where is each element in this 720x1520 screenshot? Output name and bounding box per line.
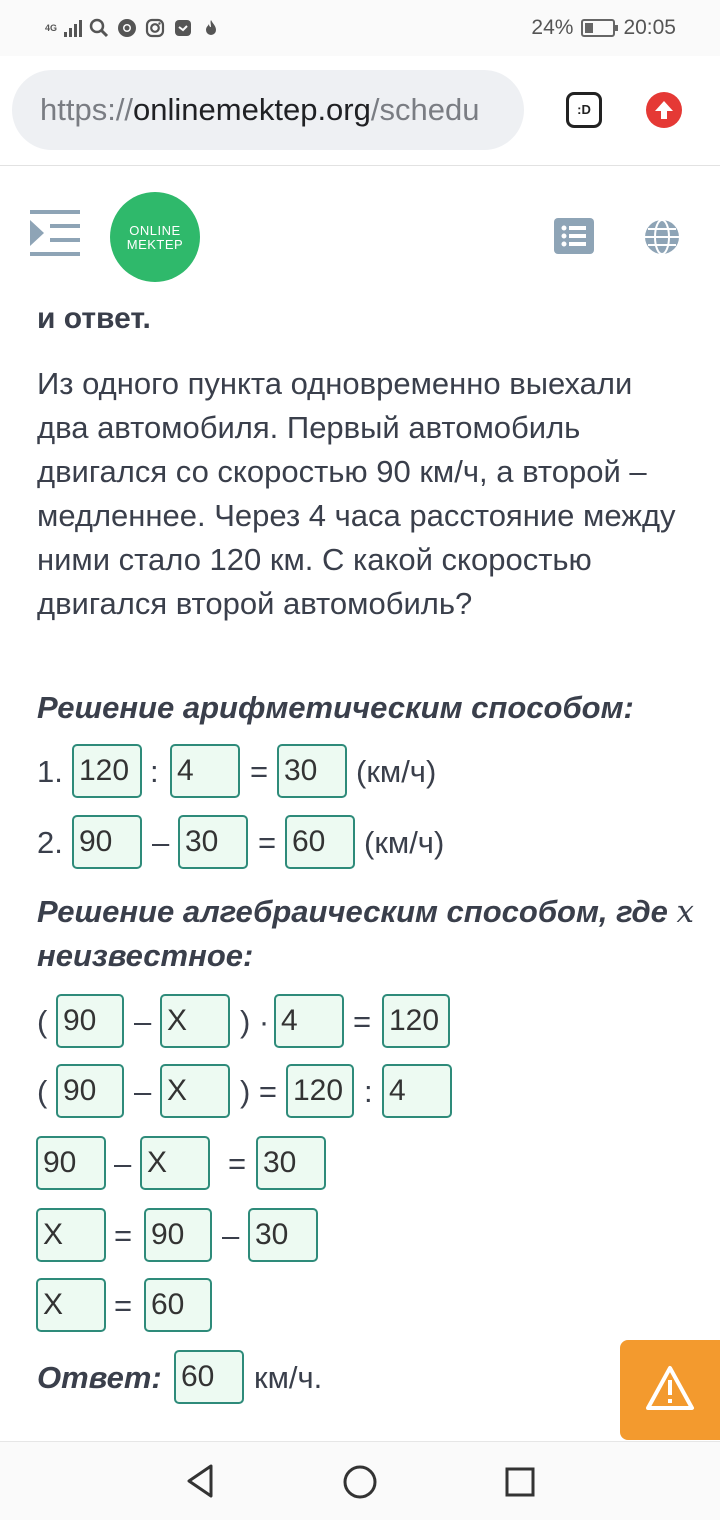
answer-field[interactable]: X xyxy=(140,1136,210,1190)
signal-icon xyxy=(64,19,82,37)
answer-field[interactable]: 90 xyxy=(36,1136,106,1190)
logo-line-1: ONLINE xyxy=(129,223,181,238)
step-number: 1. xyxy=(37,754,63,789)
answer-field[interactable]: 60 xyxy=(144,1278,212,1332)
operator: – xyxy=(152,825,170,860)
alg-title-part-1: Решение алгебраическим способом, где xyxy=(37,894,668,929)
arith-step-2 xyxy=(0,815,720,871)
answer-field[interactable]: 60 xyxy=(285,815,355,869)
answer-field[interactable]: 4 xyxy=(274,994,344,1048)
status-bar xyxy=(0,0,720,56)
globe-icon[interactable] xyxy=(643,218,681,261)
url-host: onlinemektep.org xyxy=(133,92,371,127)
alg-row-3 xyxy=(0,1136,720,1192)
arithmetic-solution-title: Решение арифметическим способом: xyxy=(37,690,634,725)
equals-sign: = xyxy=(250,754,269,789)
alg-row-4 xyxy=(0,1208,720,1264)
answer-field[interactable]: 60 xyxy=(174,1350,244,1404)
problem-text: Из одного пункта одновременно выехали два автомобиля. Первый автомобиль двигался со скоростью 90 км/ч, а второй – медленнее. Через 4 часа расстояние между ними стало 120 км. С какой скоростью двигался второй автомобиль? xyxy=(37,366,676,621)
answer-field[interactable]: 4 xyxy=(382,1064,452,1118)
battery-percent: 24% xyxy=(531,16,574,39)
answer-field[interactable]: 30 xyxy=(256,1136,326,1190)
clock: 20:05 xyxy=(623,16,676,39)
paren: ) = xyxy=(240,1074,278,1109)
equals-sign: = xyxy=(114,1288,133,1323)
paren: ( xyxy=(37,1074,48,1109)
operator: : xyxy=(364,1074,373,1109)
paren: ( xyxy=(37,1004,48,1039)
system-nav-bar xyxy=(0,1441,720,1520)
algebraic-solution-title xyxy=(37,890,697,978)
recents-icon[interactable] xyxy=(504,1466,536,1498)
answer-field[interactable]: X xyxy=(160,1064,230,1118)
alg-row-5 xyxy=(0,1278,720,1334)
home-icon[interactable] xyxy=(342,1464,378,1500)
answer-field[interactable]: 30 xyxy=(178,815,248,869)
operator: – xyxy=(114,1146,132,1181)
equals-sign: = xyxy=(228,1146,247,1181)
messenger-icon xyxy=(172,17,194,39)
arrow-up-icon xyxy=(646,92,682,128)
report-problem-button[interactable] xyxy=(620,1340,720,1440)
equals-sign: = xyxy=(114,1218,133,1253)
warning-icon xyxy=(620,1340,720,1440)
unit-label: (км/ч) xyxy=(356,754,437,789)
back-icon[interactable] xyxy=(183,1462,217,1500)
answer-label: Ответ: xyxy=(37,1360,162,1395)
network-type: 4G xyxy=(44,22,57,33)
answer-field[interactable]: 30 xyxy=(248,1208,318,1262)
url-scheme: https:// xyxy=(40,92,134,127)
answer-field[interactable]: X xyxy=(36,1278,106,1332)
answer-field[interactable]: 90 xyxy=(56,1064,124,1118)
variable-x: x xyxy=(676,894,695,930)
answer-field[interactable]: 90 xyxy=(72,815,142,869)
operator: – xyxy=(134,1004,152,1039)
equals-sign: = xyxy=(258,825,277,860)
answer-field[interactable]: 120 xyxy=(382,994,450,1048)
chrome-icon xyxy=(116,17,138,39)
instagram-icon xyxy=(144,17,166,39)
answer-field[interactable]: 90 xyxy=(56,994,124,1048)
browser-toolbar xyxy=(0,56,720,166)
unit-label: (км/ч) xyxy=(364,825,445,860)
alg-row-2 xyxy=(0,1064,720,1120)
answer-row xyxy=(0,1350,720,1406)
equals-sign: = xyxy=(353,1004,372,1039)
paren: ) · xyxy=(240,1004,270,1039)
answer-field[interactable]: 4 xyxy=(170,744,240,798)
status-icons xyxy=(44,14,222,42)
alg-row-1 xyxy=(0,994,720,1050)
operator: – xyxy=(222,1218,240,1253)
status-right xyxy=(531,14,676,42)
tab-switcher-button[interactable]: :D xyxy=(566,92,602,128)
logo-line-2: MEKTEP xyxy=(126,237,184,252)
alg-title-part-2: неизвестное: xyxy=(37,938,254,973)
answer-field[interactable]: 90 xyxy=(144,1208,212,1262)
menu-collapse-icon[interactable] xyxy=(30,210,80,263)
task-heading: и ответ. xyxy=(37,302,151,335)
operator: : xyxy=(150,754,159,789)
step-number: 2. xyxy=(37,825,63,860)
answer-field[interactable]: X xyxy=(36,1208,106,1262)
answer-field[interactable]: 120 xyxy=(286,1064,354,1118)
answer-field[interactable]: X xyxy=(160,994,230,1048)
answer-field[interactable]: 120 xyxy=(72,744,142,798)
battery-icon xyxy=(581,19,615,37)
online-mektep-logo[interactable] xyxy=(110,192,200,282)
address-bar[interactable] xyxy=(12,70,524,150)
answer-field[interactable]: 30 xyxy=(277,744,347,798)
update-button[interactable] xyxy=(646,92,682,128)
list-icon[interactable] xyxy=(554,218,594,254)
flame-icon xyxy=(200,17,222,39)
search-icon xyxy=(88,17,110,39)
url-path: /schedu xyxy=(370,92,480,127)
arith-step-1 xyxy=(0,744,720,800)
answer-unit: км/ч. xyxy=(254,1360,323,1395)
site-header xyxy=(0,167,720,300)
operator: – xyxy=(134,1074,152,1109)
